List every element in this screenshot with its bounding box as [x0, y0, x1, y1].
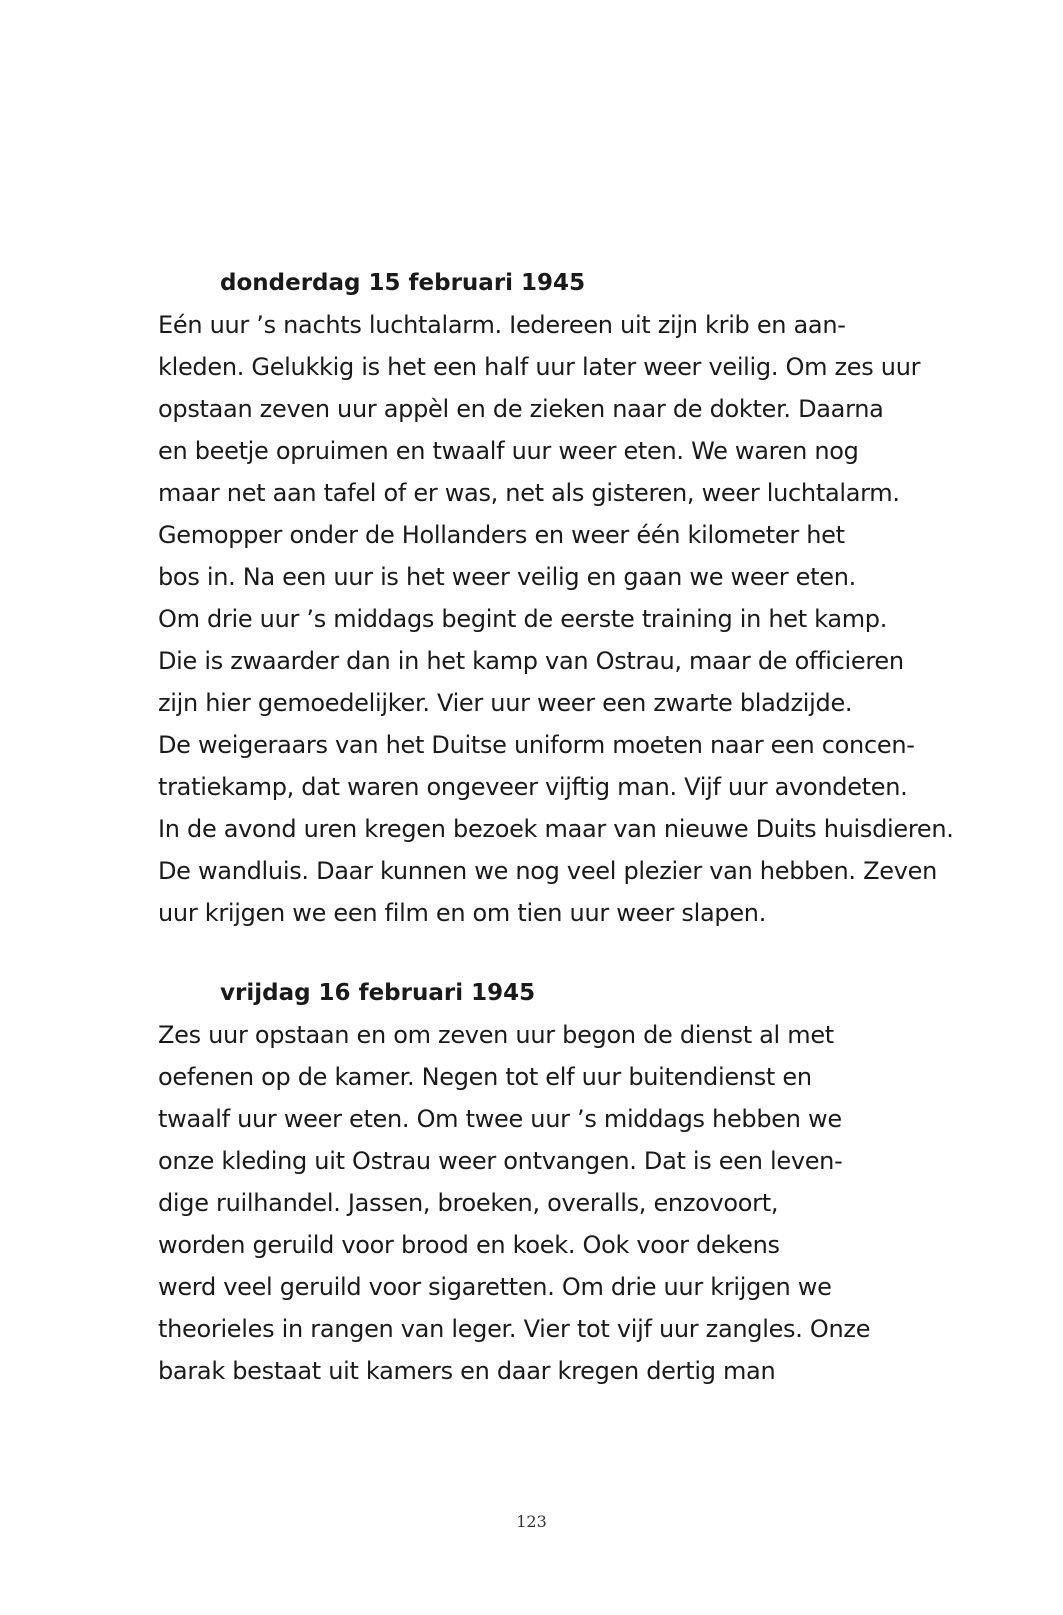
text-line: zijn hier gemoedelijker. Vier uur weer een zwarte bladzijde.: [158, 689, 853, 717]
text-line: kleden. Gelukkig is het een half uur later weer veilig. Om zes uur: [158, 353, 921, 381]
text-line: onze kleding uit Ostrau weer ontvangen. Dat is een leven-: [158, 1147, 843, 1175]
text-line: Zes uur opstaan en om zeven uur begon de dienst al met: [158, 1021, 834, 1049]
text-line: en beetje opruimen en twaalf uur weer eten. We waren nog: [158, 437, 859, 465]
entry-heading: donderdag 15 februari 1945: [220, 270, 586, 296]
text-line: maar net aan tafel of er was, net als gisteren, weer luchtalarm.: [158, 479, 900, 507]
entry-heading: vrijdag 16 februari 1945: [220, 980, 536, 1006]
text-line: De weigeraars van het Duitse uniform moeten naar een concen-: [158, 731, 915, 759]
text-line: Om drie uur ’s middags begint de eerste training in het kamp.: [158, 605, 888, 633]
text-line: barak bestaat uit kamers en daar kregen dertig man: [158, 1357, 776, 1385]
text-line: theorieles in rangen van leger. Vier tot vijf uur zangles. Onze: [158, 1315, 871, 1343]
text-line: twaalf uur weer eten. Om twee uur ’s middags hebben we: [158, 1105, 842, 1133]
diary-entry-friday: [158, 972, 988, 1392]
entry-body: [158, 304, 988, 934]
text-line: Die is zwaarder dan in het kamp van Ostrau, maar de officieren: [158, 647, 904, 675]
entry-body: [158, 1014, 988, 1392]
text-line: worden geruild voor brood en koek. Ook voor dekens: [158, 1231, 780, 1259]
text-line: Gemopper onder de Hollanders en weer één kilometer het: [158, 521, 845, 549]
text-line: opstaan zeven uur appèl en de zieken naar de dokter. Daarna: [158, 395, 884, 423]
text-line: bos in. Na een uur is het weer veilig en gaan we weer eten.: [158, 563, 856, 591]
text-line: oefenen op de kamer. Negen tot elf uur buitendienst en: [158, 1063, 812, 1091]
page-number: 123: [516, 1512, 547, 1531]
text-line: De wandluis. Daar kunnen we nog veel plezier van hebben. Zeven: [158, 857, 937, 885]
diary-entry-thursday: [158, 262, 988, 934]
text-line: In de avond uren kregen bezoek maar van nieuwe Duits huisdieren.: [158, 815, 954, 843]
text-line: werd veel geruild voor sigaretten. Om drie uur krijgen we: [158, 1273, 832, 1301]
text-line: Eén uur ’s nachts luchtalarm. Iedereen uit zijn krib en aan-: [158, 311, 846, 339]
text-line: dige ruilhandel. Jassen, broeken, overalls, enzovoort,: [158, 1189, 779, 1217]
text-line: uur krijgen we een film en om tien uur weer slapen.: [158, 899, 767, 927]
text-line: tratiekamp, dat waren ongeveer vijftig man. Vijf uur avondeten.: [158, 773, 908, 801]
